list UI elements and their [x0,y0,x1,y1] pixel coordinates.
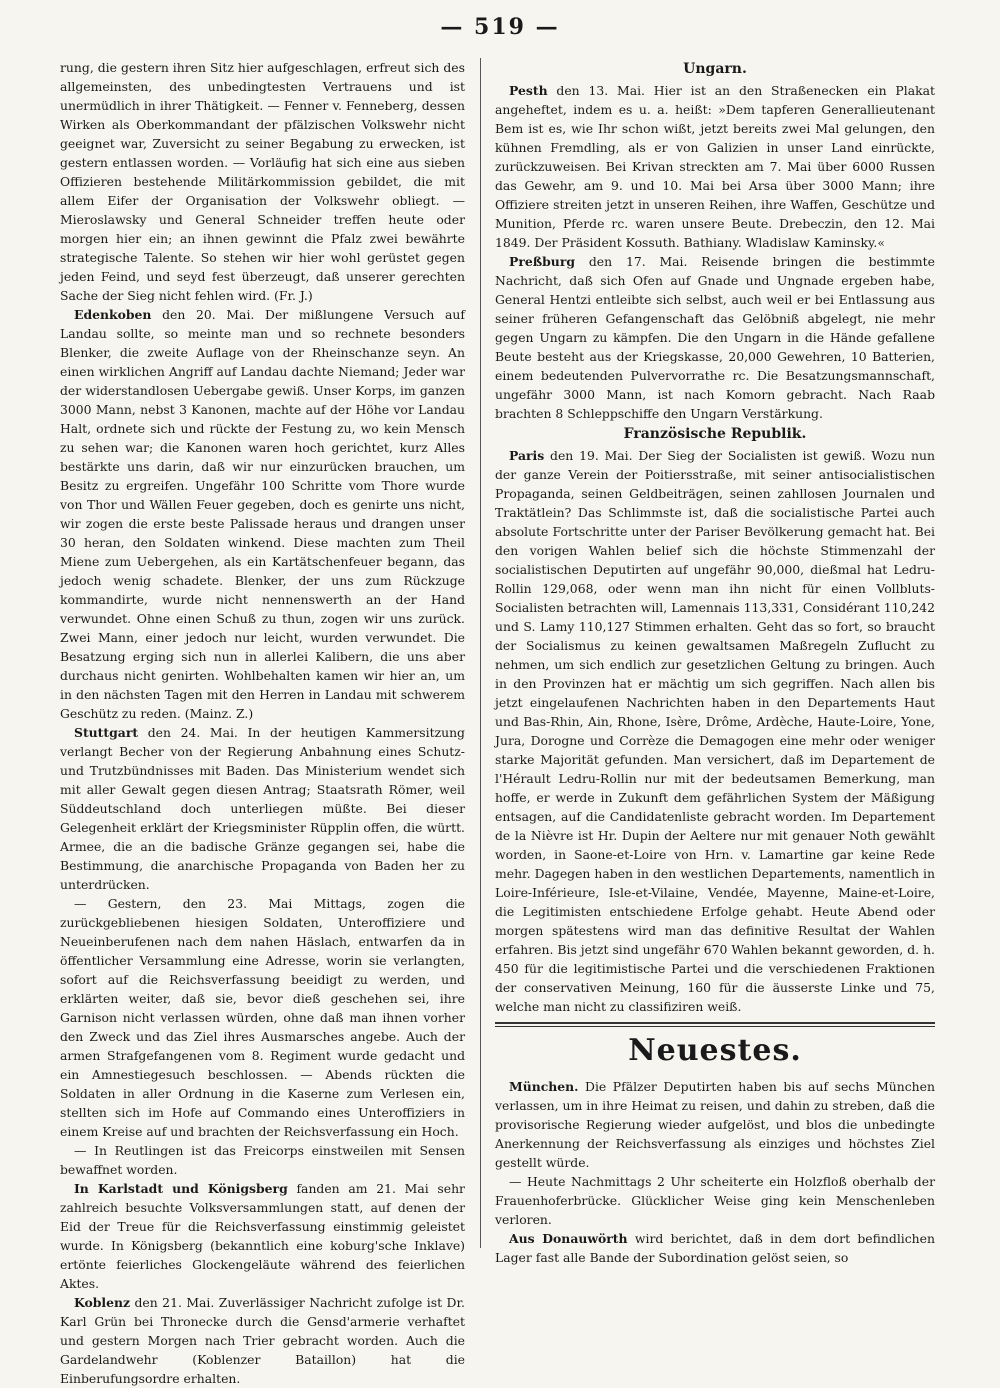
dateline-place: Koblenz [74,1295,131,1310]
article-paragraph: Edenkoben den 20. Mai. Der mißlungene Versuch auf Landau sollte, so meinte man und so rechnete besonders Blenker, die zweite Auflage von der Rheinschanze seyn. An einen wirklichen Angriff auf Landau dachte Niemand; Jeder war der widerstandlosen Uebergabe gewiß. Unser Korps, im ganzen 3000 Mann, nebst 3 Kanonen, machte auf der Höhe vor Landau Halt, ordnete sich und rückte der Festung zu, wo kein Mensch zu sehen war; die Kanonen waren hoch gerichtet, kurz Alles bestärkte uns darin, daß wir nur einzurücken brauchen, um Besitz zu ergreifen. Ungefähr 100 Schritte vom Thore wurde von Thor und Wällen Feuer gegeben, doch es genirte uns nicht, wir zogen die erste beste Palissade heraus und drangen unser 30 heran, den Soldaten winkend. Diese machten zum Theil Miene zum Uebergehen, als ein Kartätschenfeuer begann, das jedoch wenig schadete. Blenker, der uns zum Rückzuge kommandirte, wurde nicht nennenswerth an der Hand verwundet. Ohne einen Schuß zu thun, zogen wir uns zurück. Zwei Mann, einer jedoch nur leicht, wurden verwundet. Die Besatzung erging sich nun in allerlei Kalibern, die uns aber durchaus nicht genirten. Wohlbehalten kamen wir hier an, um in den nächsten Tagen mit den Herren in Landau mit schwerem Geschütz zu reden. (Mainz. Z.) [60,307,465,721]
dateline-place: Edenkoben [74,307,152,322]
page-number: — 519 — [440,14,560,40]
article-paragraph: Paris den 19. Mai. Der Sieg der Socialisten ist gewiß. Wozu nun der ganze Verein der Poitiersstraße, mit seiner antisocialistischen Propaganda, seinen Geldbeiträgen, seinen zahllosen Journalen und Traktätlein? Das Schlimmste ist, daß die socialistische Partei auch absolute Fortschritte unter der Pariser Bevölkerung gemacht hat. Bei den vorigen Wahlen belief sich die höchste Stimmenzahl der socialistischen Deputirten auf ungefähr 90,000, dießmal hat Ledru-Rollin 129,068, oder wenn man ihn nicht für einen Vollbluts-Socialisten betrachten will, Lamennais 113,331, Considérant 110,242 und S. Lamy 110,127 Stimmen erhalten. Geht das so fort, so braucht der Socialismus zu keinen gewaltsamen Maßregeln Zuflucht zu nehmen, um sich endlich zur gesetzlichen Geltung zu bringen. Auch in den Provinzen hat er mächtig um sich gegriffen. Nach allen bis jetzt eingelaufenen Nachrichten haben in den Departements Haut und Bas-Rhin, Ain, Rhone, Isère, Drôme, Ardèche, Haute-Loire, Yone, Jura, Dorogne und Corrèze die Demagogen eine mehr oder weniger starke Majorität gefunden. Man versichert, daß im Departement de l'Hérault Ledru-Rollin nur mit der bedeutsamen Bemerkung, man hoffe, er werde in Zukunft dem gefährlichen System der Mäßigung entsagen, auf die Candidatenliste gebracht worden. Im Departement de la Nièvre ist Hr. Dupin der Aeltere nur mit genauer Noth gewählt worden, in Saone-et-Loire von Hrn. v. Lamartine gar keine Rede mehr. Dagegen haben in den westlichen Departements, namentlich in Loire-Inférieure, Isle-et-Vilaine, Vendée, Mayenne, Maine-et-Loire, die Legitimisten entschiedene Erfolge gehabt. Heute Abend oder morgen spätestens wird man das definitive Resultat der Wahlen erfahren. Bis jetzt sind ungefähr 670 Wahlen bekannt geworden, d. h. 450 für die legitimistische Partei und die verschiedenen Fraktionen der conservativen Meinung, 160 für die äusserste Linke und 75, welche man nicht zu classifiziren weiß. [495,448,935,1014]
dateline-place: In Karlstadt und Königsberg [74,1181,288,1196]
article-paragraph: rung, die gestern ihren Sitz hier aufgeschlagen, erfreut sich des allgemeinsten, des unbedingtesten Vertrauens und ist unermüdlich in ihrer Thätigkeit. — Fenner v. Fenneberg, dessen Wirken als Oberkommandant der pfälzischen Volkswehr nicht geeignet war, Zuversicht zu seiner Begabung zu erwecken, ist gestern entlassen worden. — Vorläufig hat sich eine aus sieben Offizieren bestehende Militärkommission gebildet, die mit allem Eifer der Organisation der Volkswehr obliegt. — Mieroslawsky und General Schneider treffen heute oder morgen hier ein; an ihnen gewinnt die Pfalz zwei bewährte strategische Talente. So stehen wir hier wohl gerüstet gegen jeden Feind, und seyd fest überzeugt, daß unserer gerechten Sache der Sieg nicht fehlen wird. (Fr. J.) [60,60,465,303]
dateline-place: Stuttgart [74,725,139,740]
article-paragraph: München. Die Pfälzer Deputirten haben bis auf sechs München verlassen, um in ihre Heimat zu reisen, und dahin zu streben, daß die provisorische Regierung wieder aufgelöst, und blos die unbedingte Anerkennung der Reichsverfassung als einziges und höchstes Ziel gestellt würde. [495,1079,935,1170]
dateline-place: München. [509,1079,579,1094]
left-column [60,58,465,1386]
article-paragraph: In Karlstadt und Königsberg fanden am 21. Mai sehr zahlreich besuchte Volksversammlungen statt, auf denen der Eid der Treue für die Reichsverfassung einstimmig geleistet wurde. In Königsberg (bekanntlich eine koburg'sche Inklave) ertönte feierliches Glockengeläute während des feierlichen Aktes. [60,1181,465,1291]
dateline-place: Paris [509,448,545,463]
article-paragraph: — Heute Nachmittags 2 Uhr scheiterte ein Holzfloß oberhalb der Frauenhoferbrücke. Glücklicher Weise ging kein Menschenleben verloren. [495,1174,935,1227]
right-column [495,58,935,1265]
column-divider [480,58,481,1248]
article-paragraph: Stuttgart den 24. Mai. In der heutigen Kammersitzung verlangt Becher von der Regierung Anbahnung eines Schutz- und Trutzbündnisses mit Baden. Das Ministerium wendet sich mit aller Gewalt gegen diesen Antrag; Staatsrath Römer, weil Süddeutschland doch unterliegen müßte. Bei dieser Gelegenheit erklärt der Kriegsminister Rüpplin offen, die württ. Armee, die an die badische Gränze gegangen sei, habe die Bestimmung, die anarchische Propaganda von Baden her zu unterdrücken. [60,725,465,892]
section-heading-neuestes: Neuestes. [628,1033,802,1068]
dateline-place: Preßburg [509,254,576,269]
article-paragraph: Aus Donauwörth wird berichtet, daß in dem dort befindlichen Lager fast alle Bande der Subordination gelöst seien, so [495,1231,935,1265]
dateline-place: Pesth [509,83,548,98]
dateline-place: Aus Donauwörth [509,1231,628,1246]
article-paragraph: Koblenz den 21. Mai. Zuverlässiger Nachricht zufolge ist Dr. Karl Grün bei Thronecke durch die Gensd'armerie verhaftet und gestern Morgen nach Trier gebracht worden. Auch die Gardelandwehr (Koblenzer Bataillon) hat die Einberufungsordre erhalten. [60,1295,465,1386]
section-heading-france: Französische Republik. [623,426,807,442]
article-paragraph: Pesth den 13. Mai. Hier ist an den Straßenecken ein Plakat angeheftet, indem es u. a. heißt: »Dem tapferen Generallieutenant Bem ist es, wie Ihr schon wißt, jetzt bereits zwei Mal gelungen, den kühnen Fremdling, als er von Galizien in unser Land einrückte, zurückzuweisen. Bei Krivan streckten am 7. Mai über 6000 Russen das Gewehr, am 9. und 10. Mai bei Arsa über 3000 Mann; ihre Offiziere streiten jetzt in unseren Reihen, ihre Waffen, Geschütze und Munition, Pferde rc. waren unsere Beute. Drebeczin, den 12. Mai 1849. Der Präsident Kossuth. Bathiany. Wladislaw Kaminsky.« [495,83,935,250]
section-divider [495,1022,935,1024]
article-paragraph: — Gestern, den 23. Mai Mittags, zogen die zurückgebliebenen hiesigen Soldaten, Unteroffiziere und Neueinberufenen nach dem nahen Häslach, entwarfen da in öffentlicher Versammlung eine Adresse, worin sie verlangten, sofort auf die Reichsverfassung beeidigt zu werden, und erklärten weiter, daß sie, bevor dieß geschehen sei, ihre Garnison nicht verlassen würden, ohne daß man ihnen vorher den Zweck und das Ziel ihres Ausmarsches angebe. Auch der armen Strafgefangenen vom 8. Regiment wurde gedacht und ein Amnestiegesuch beschlossen. — Abends rückten die Soldaten in aller Ordnung in die Kaserne zum Verlesen ein, stellten sich im Hofe auf Commando eines Unteroffiziers in einem Kreise auf und brachten der Reichsverfassung ein Hoch. [60,896,465,1139]
section-divider-thin [495,1026,935,1027]
article-paragraph: — In Reutlingen ist das Freicorps einstweilen mit Sensen bewaffnet worden. [60,1143,465,1177]
article-paragraph: Preßburg den 17. Mai. Reisende bringen die bestimmte Nachricht, daß sich Ofen auf Gnade und Ungnade ergeben habe, General Hentzi entleibte sich selbst, auch weil er bei Entlassung aus seiner früheren Gefangenschaft das Gelöbniß abgelegt, nie mehr gegen Ungarn zu kämpfen. Die den Ungarn in die Hände gefallene Beute besteht aus der Kriegskasse, 20,000 Gewehren, 10 Batterien, einem bedeutenden Pulvervorrathe rc. Die Besatzungsmannschaft, ungefähr 3000 Mann, ist nach Komorn gebracht. Nach Raab brachten 8 Schleppschiffe den Ungarn Verstärkung. [495,254,935,421]
section-heading-ungarn: Ungarn. [683,61,747,77]
